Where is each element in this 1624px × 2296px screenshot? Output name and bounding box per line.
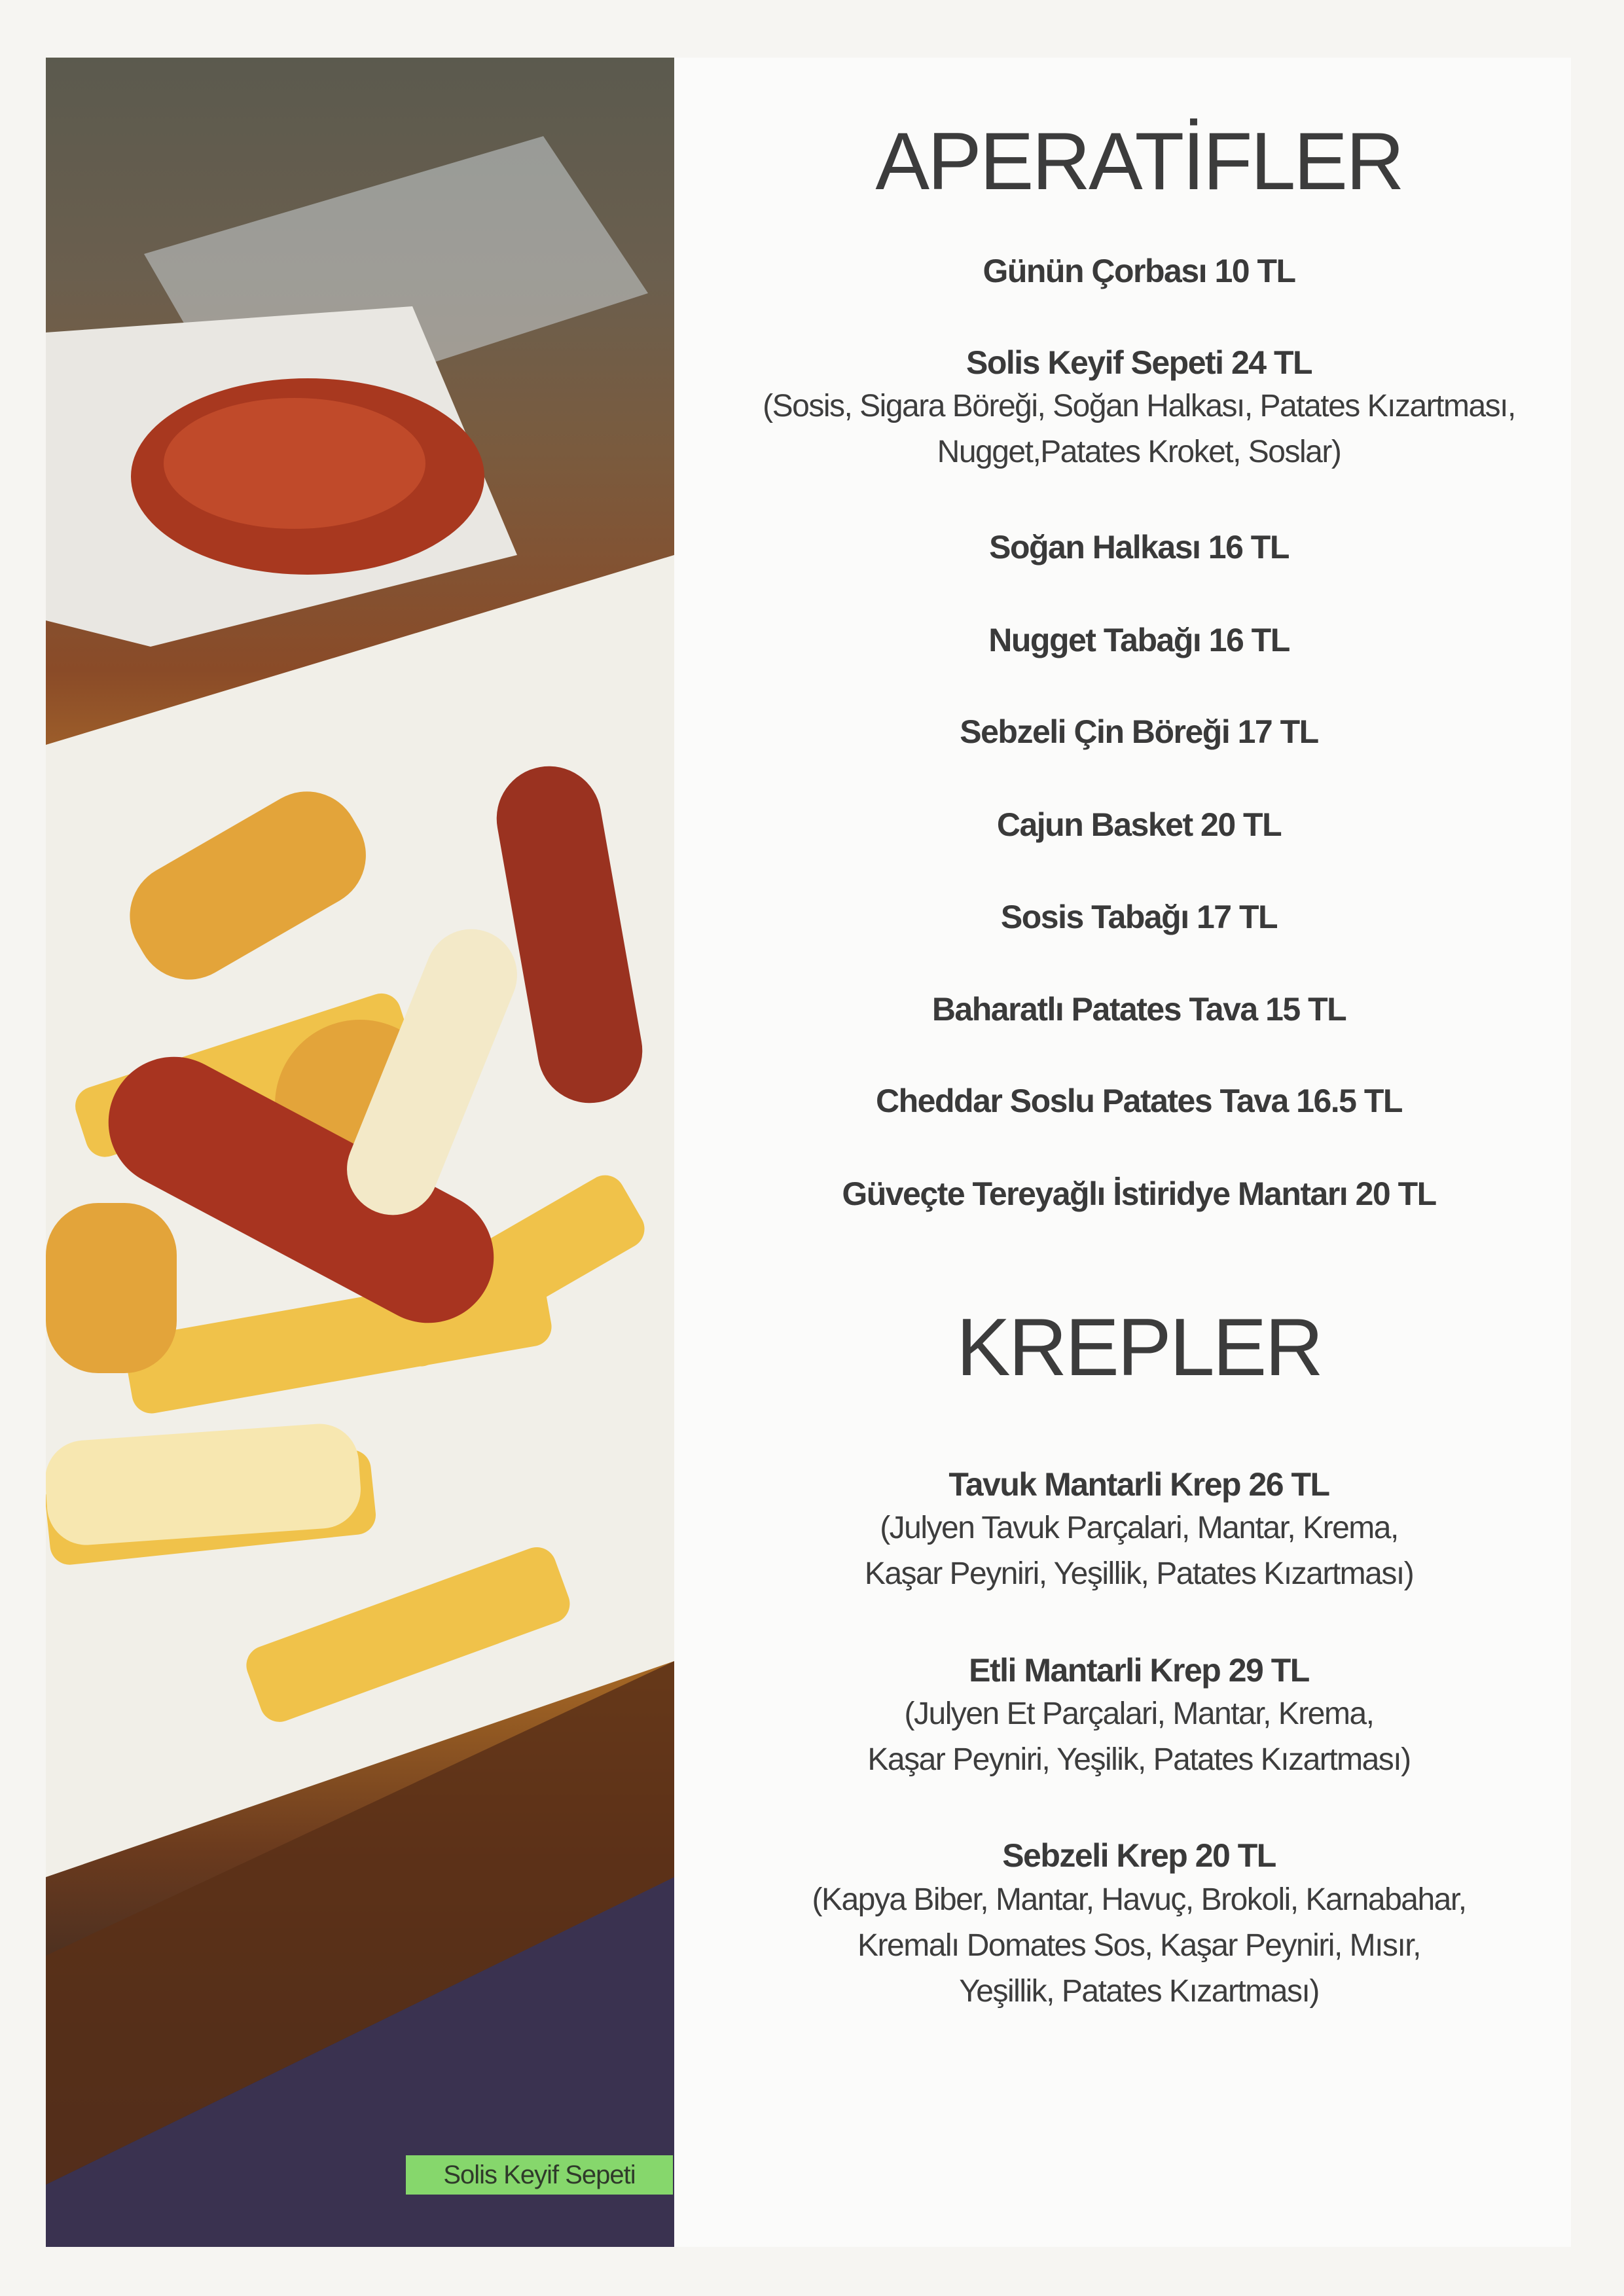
menu-item-desc: (Julyen Et Parçalari, Mantar, Krema, [904, 1696, 1374, 1731]
menu-item-name: Cheddar Soslu Patates Tava 16.5 TL [876, 1083, 1402, 1119]
menu-item-name: Günün Çorbası 10 TL [983, 253, 1295, 289]
menu-item-desc: (Sosis, Sigara Böreği, Soğan Halkası, Patates Kızartması, [763, 389, 1515, 423]
menu-item-name: Etli Mantarli Krep 29 TL [969, 1652, 1309, 1689]
menu-item-desc: Kaşar Peyniri, Yeşillik, Patates Kızartması) [864, 1556, 1414, 1591]
food-photo [46, 58, 674, 2247]
menu-item-desc: Kremalı Domates Sos, Kaşar Peyniri, Mısır, [857, 1928, 1420, 1963]
menu-item-name: Sosis Tabağı 17 TL [1000, 899, 1278, 935]
menu-item-desc: (Julyen Tavuk Parçalari, Mantar, Krema, [880, 1511, 1398, 1545]
menu-item-desc: (Kapya Biber, Mantar, Havuç, Brokoli, Karnabahar, [812, 1882, 1466, 1917]
menu-item-name: Cajun Basket 20 TL [996, 806, 1282, 843]
section-title-krepler: KREPLER [956, 1302, 1322, 1393]
menu-item-desc: Yeşillik, Patates Kızartması) [959, 1974, 1319, 2009]
photo-caption: Solis Keyif Sepeti [406, 2155, 673, 2195]
menu-item-name: Tavuk Mantarli Krep 26 TL [948, 1466, 1329, 1503]
section-title-aperatifler: APERATİFLER [875, 117, 1403, 207]
menu-item-name: Sebzeli Krep 20 TL [1002, 1837, 1276, 1874]
menu-item-name: Solis Keyif Sepeti 24 TL [965, 344, 1312, 381]
menu-item-name: Sebzeli Çin Böreği 17 TL [960, 713, 1318, 750]
menu-item-name: Baharatlı Patates Tava 15 TL [931, 991, 1346, 1028]
menu-item-name: Nugget Tabağı 16 TL [988, 622, 1290, 658]
menu-item-desc: Nugget,Patates Kroket, Soslar) [937, 435, 1341, 469]
menu-item-desc: Kaşar Peyniri, Yeşilik, Patates Kızartması) [867, 1742, 1411, 1777]
menu-item-name: Güveçte Tereyağlı İstiridye Mantarı 20 TL [842, 1175, 1436, 1212]
food-photo-illustration [46, 58, 674, 2247]
menu-item-name: Soğan Halkası 16 TL [989, 529, 1289, 565]
